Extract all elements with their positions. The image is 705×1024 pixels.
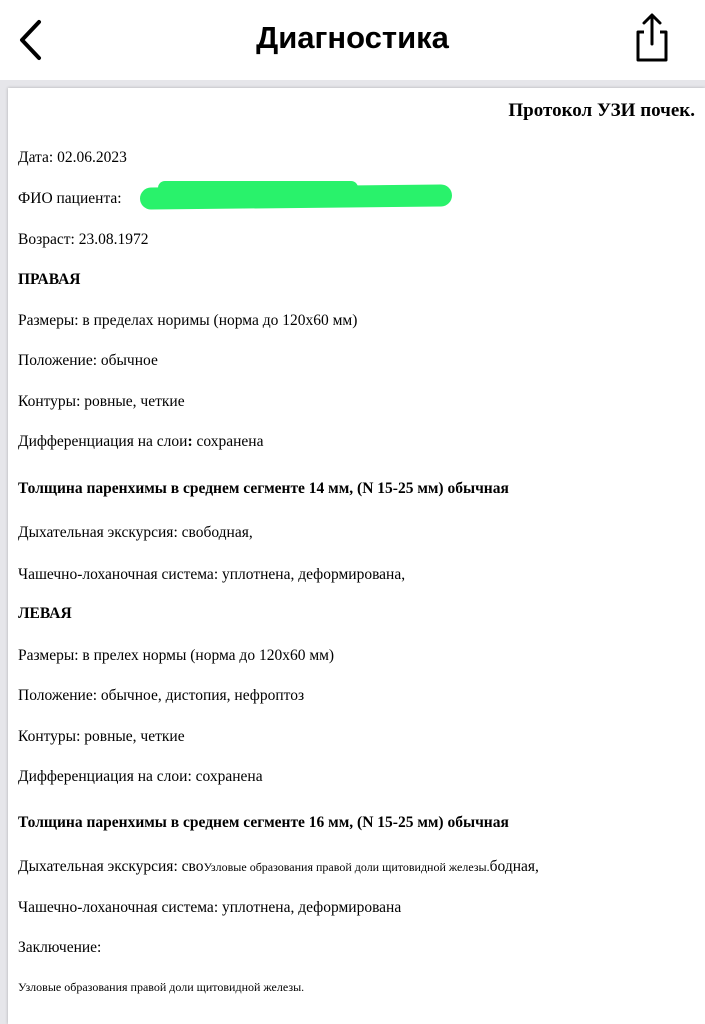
right-contours: Контуры: ровные, четкие xyxy=(18,393,185,410)
document-heading: Протокол УЗИ почек. xyxy=(508,100,695,121)
date-line xyxy=(18,148,127,168)
right-parenchyma: Толщина паренхимы в среднем сегменте 14 мм, (N 15-25 мм) обычная xyxy=(18,480,509,497)
right-position: Положение: обычное xyxy=(18,352,158,369)
left-contours: Контуры: ровные, четкие xyxy=(18,728,185,745)
left-breathing: Дыхательная экскурсия: своУзловые образования правой доли щитовидной железы.бодная, xyxy=(18,858,539,875)
right-breathing: Дыхательная экскурсия: свободная, xyxy=(18,524,253,541)
right-differentiation: Дифференциация на слои: сохранена xyxy=(18,433,264,450)
right-kidney-title: ПРАВАЯ xyxy=(18,271,81,288)
date-label: Дата: xyxy=(18,149,54,166)
right-size: Размеры: в пределах норимы (норма до 120х60 мм) xyxy=(18,312,358,329)
left-differentiation: Дифференциация на слои: сохранена xyxy=(18,768,263,785)
share-icon xyxy=(630,12,674,64)
page-title: Диагностика xyxy=(256,20,449,55)
patient-label: ФИО пациента: xyxy=(18,190,122,207)
document-page[interactable] xyxy=(8,88,705,1024)
date-value: 02.06.2023 xyxy=(57,149,127,166)
left-position: Положение: обычное, дистопия, нефроптоз xyxy=(18,687,305,704)
left-size: Размеры: в прелех нормы (норма до 120х60 мм) xyxy=(18,647,335,664)
conclusion-label: Заключение: xyxy=(18,939,102,956)
left-parenchyma: Толщина паренхимы в среднем сегменте 16 мм, (N 15-25 мм) обычная xyxy=(18,814,509,831)
conclusion-text: Узловые образования правой доли щитовидной железы. xyxy=(18,980,305,994)
left-pelvis: Чашечно-лоханочная система: уплотнена, деформирована xyxy=(18,899,402,916)
age-value: 23.08.1972 xyxy=(78,231,149,248)
right-pelvis: Чашечно-лоханочная система: уплотнена, деформирована, xyxy=(18,566,406,583)
navigation-bar xyxy=(0,0,705,80)
age-label: Возраст: xyxy=(18,231,75,248)
age-line xyxy=(18,230,148,250)
share-button[interactable] xyxy=(630,12,674,64)
left-kidney-title: ЛЕВАЯ xyxy=(18,605,72,622)
patient-line xyxy=(18,189,122,209)
redaction-mark xyxy=(140,184,452,209)
